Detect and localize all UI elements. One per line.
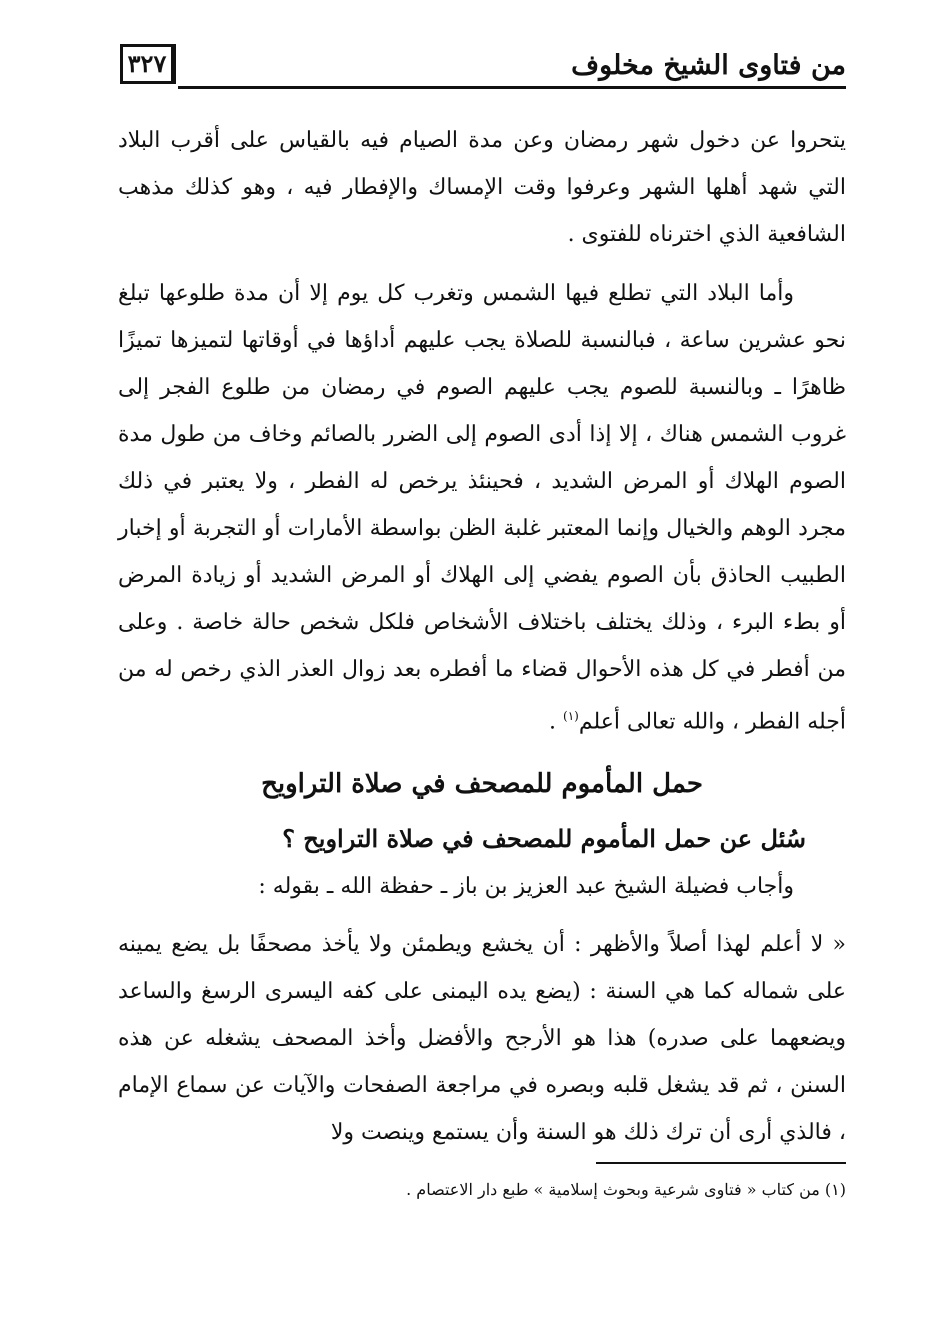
- paragraph-1: يتحروا عن دخول شهر رمضان وعن مدة الصيام فيه بالقياس على أقرب البلاد التي شهد أهلها الشهر وعرفوا وقت الإمساك والإفطار فيه ، وهو كذلك مذهب الشافعية الذي اخترناه للفتوى .: [118, 128, 846, 247]
- running-title: من فتاوى الشيخ مخلوف: [571, 50, 846, 81]
- footnote-reference: (١): [563, 709, 579, 723]
- question-text: سُئل عن حمل المأموم للمصحف في صلاة التراويح ؟: [282, 824, 806, 854]
- footnote-rule: [596, 1162, 846, 1164]
- paragraph-2-end: .: [549, 709, 564, 735]
- section-heading: حمل المأموم للمصحف في صلاة التراويح: [261, 769, 703, 800]
- answer-intro: وأجاب فضيلة الشيخ عبد العزيز بن باز ـ حفظة الله ـ بقوله :: [258, 874, 794, 900]
- page-header: [120, 40, 846, 90]
- paragraph-2-text: وأما البلاد التي تطلع فيها الشمس وتغرب كل يوم إلا أن مدة طلوعها تبلغ نحو عشرين ساعة ، فبالنسبة للصلاة يجب عليهم أداؤها في أوقاتها لتميزها تميزًا ظاهرًا ـ وبالنسبة للصوم يجب عليهم الصوم في رمضان من طلوع الفجر إلى غروب الشمس هناك ، إلا إذا أدى الصوم إلى الضرر بالصائم وخاف من طول مدة الصوم الهلاك أو المرض الشديد ، فحينئذ يرخص له الفطر ، ولا يعتبر في ذلك مجرد الوهم والخيال وإنما المعتبر غلبة الظن بواسطة الأمارات أو التجربة أو إخبار الطبيب الحاذق بأن الصوم يفضي إلى الهلاك أو المرض الشديد أو زيادة المرض أو بطء البرء ، وذلك يختلف باختلاف الأشخاص فلكل شخص حالة خاصة . وعلى من أفطر في كل هذه الأحوال قضاء ما أفطره بعد زوال العذر الذي رخص له من أجله الفطر ، والله تعالى أعلم: [118, 281, 847, 735]
- page-body: [118, 117, 846, 1156]
- paragraph-3: « لا أعلم لهذا أصلاً والأظهر : أن يخشع ويطمئن ولا يأخذ مصحفًا بل يضع يمينه على شماله كما هي السنة : (يضع يده اليمنى على كفه اليسرى الرسغ والساعد ويضعهما على صدره) هذا هو الأرجح والأفضل وأخذ المصحف يشغله عن هذه السنن ، ثم قد يشغل قلبه وبصره في مراجعة الصفحات والآيات عن سماع الإمام ، فالذي أرى أن ترك ذلك هو السنة وأن يستمع وينصت ولا: [118, 932, 846, 1146]
- footnote: (١) من كتاب « فتاوى شرعية وبحوث إسلامية » طبع دار الاعتصام .: [406, 1180, 846, 1199]
- paragraph-2: [118, 270, 846, 745]
- page-number: ٣٢٧: [120, 44, 176, 84]
- header-rule: [178, 86, 846, 89]
